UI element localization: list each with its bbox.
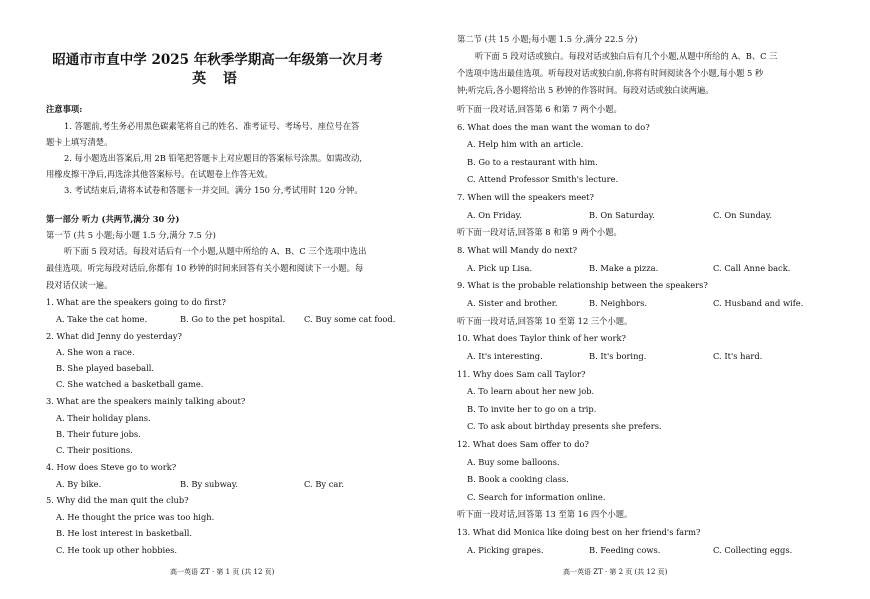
group-instruction: 听下面一段对话,回答第 8 和第 9 两个小题。 [457, 227, 622, 237]
option-b: B. Their future jobs. [56, 429, 141, 439]
option-c: C. Buy some cat food. [304, 314, 396, 324]
option-c: C. Call Anne back. [713, 263, 791, 273]
option-c: C. He took up other hobbies. [56, 545, 177, 555]
option-b: B. Go to the pet hospital. [180, 314, 286, 324]
question-5: 5. Why did the man quit the club? [46, 495, 189, 505]
notice-heading: 注意事项: [46, 104, 83, 114]
question-10: 10. What does Taylor think of her work? [457, 333, 626, 343]
option-c: C. By car. [304, 479, 345, 489]
option-a: A. He thought the price was too high. [56, 512, 215, 522]
option-a: A. By bike. [56, 479, 102, 489]
notice-line: 3. 考试结束后,请将本试卷和答题卡一并交回。满分 150 分,考试用时 120 分钟。 [64, 185, 363, 195]
option-a: A. To learn about her new job. [467, 386, 595, 396]
question-9: 9. What is the probable relationship between the speakers? [457, 280, 708, 290]
option-a: A. Buy some balloons. [467, 457, 560, 467]
option-a: A. It's interesting. [467, 351, 543, 361]
instruction-line: 钟;听完后,各小题将给出 5 秒钟的作答时间。每段对话或独白读两遍。 [457, 85, 714, 95]
option-a: A. Help him with an article. [467, 139, 584, 149]
option-c: C. It's hard. [713, 351, 763, 361]
group-instruction: 听下面一段对话,回答第 10 至第 12 三个小题。 [457, 316, 633, 326]
option-a: A. Take the cat home. [56, 314, 148, 324]
instruction-line: 听下面 5 段对话。每段对话后有一个小题,从题中所给的 A、B、C 三个选项中选出 [64, 246, 367, 256]
option-b: B. By subway. [180, 479, 238, 489]
option-c: C. Search for information online. [467, 492, 606, 502]
option-b: B. On Saturday. [589, 210, 655, 220]
question-1: 1. What are the speakers going to do first? [46, 297, 226, 307]
instruction-line: 最佳选项。听完每段对话后,你都有 10 秒钟的时间来回答有关小题和阅读下一小题。每 [46, 263, 364, 273]
section-heading: 第一节 (共 5 小题;每小题 1.5 分,满分 7.5 分) [46, 230, 216, 240]
option-b: B. Book a cooking class. [467, 474, 569, 484]
question-11: 11. Why does Sam call Taylor? [457, 369, 586, 379]
subject-title: 英 语 [192, 71, 243, 87]
question-6: 6. What does the man want the woman to do? [457, 122, 650, 132]
section-heading: 第二节 (共 15 小题;每小题 1.5 分,满分 22.5 分) [457, 34, 638, 44]
option-b: B. It's boring. [589, 351, 647, 361]
option-c: C. Their positions. [56, 445, 133, 455]
page-footer: 高一英语 ZT · 第 2 页 (共 12 页) [563, 568, 668, 576]
option-b: B. He lost interest in basketball. [56, 528, 193, 538]
page-footer: 高一英语 ZT · 第 1 页 (共 12 页) [170, 568, 275, 576]
instruction-line: 个选项中选出最佳选项。听每段对话或独白前,你将有时间阅读各个小题,每小题 5 秒 [457, 68, 764, 78]
notice-line: 用橡皮擦干净后,再选涂其他答案标号。在试题卷上作答无效。 [46, 169, 273, 179]
instruction-line: 听下面 5 段对话或独白。每段对话或独白后有几个小题,从题中所给的 A、B、C 三 [475, 51, 778, 61]
option-b: B. To invite her to go on a trip. [467, 404, 597, 414]
question-3: 3. What are the speakers mainly talking about? [46, 396, 246, 406]
exam-title: 昭通市市直中学 2025 年秋季学期高一年级第一次月考 [52, 52, 383, 68]
notice-line: 1. 答题前,考生务必用黑色碳素笔将自己的姓名、准考证号、考场号、座位号在答 [64, 121, 360, 131]
question-13: 13. What did Monica like doing best on her friend's farm? [457, 527, 701, 537]
group-instruction: 听下面一段对话,回答第 13 至第 16 四个小题。 [457, 509, 633, 519]
question-2: 2. What did Jenny do yesterday? [46, 331, 182, 341]
notice-line: 题卡上填写清楚。 [46, 137, 113, 147]
notice-line: 2. 每小题选出答案后,用 2B 铅笔把答题卡上对应题目的答案标号涂黑。如需改动, [64, 153, 362, 163]
question-7: 7. When will the speakers meet? [457, 192, 594, 202]
option-a: A. Their holiday plans. [56, 413, 151, 423]
option-a: A. Sister and brother. [467, 298, 558, 308]
question-4: 4. How does Steve go to work? [46, 462, 177, 472]
option-b: B. She played baseball. [56, 363, 155, 373]
option-b: B. Neighbors. [589, 298, 648, 308]
option-c: C. She watched a basketball game. [56, 379, 204, 389]
instruction-line: 段对话仅读一遍。 [46, 280, 113, 290]
option-b: B. Go to a restaurant with him. [467, 157, 598, 167]
option-a: A. Picking grapes. [467, 545, 544, 555]
group-instruction: 听下面一段对话,回答第 6 和第 7 两个小题。 [457, 104, 622, 114]
option-a: A. She won a race. [56, 347, 135, 357]
question-8: 8. What will Mandy do next? [457, 245, 578, 255]
option-c: C. Attend Professor Smith's lecture. [467, 174, 619, 184]
part-heading: 第一部分 听力 (共两节,满分 30 分) [46, 214, 180, 224]
option-b: B. Feeding cows. [589, 545, 661, 555]
page-2 [435, 0, 870, 599]
option-c: C. On Sunday. [713, 210, 772, 220]
option-a: A. On Friday. [467, 210, 522, 220]
option-c: C. Husband and wife. [713, 298, 804, 308]
question-12: 12. What does Sam offer to do? [457, 439, 589, 449]
option-c: C. Collecting eggs. [713, 545, 793, 555]
option-c: C. To ask about birthday presents she prefers. [467, 421, 662, 431]
option-b: B. Make a pizza. [589, 263, 659, 273]
option-a: A. Pick up Lisa. [467, 263, 533, 273]
